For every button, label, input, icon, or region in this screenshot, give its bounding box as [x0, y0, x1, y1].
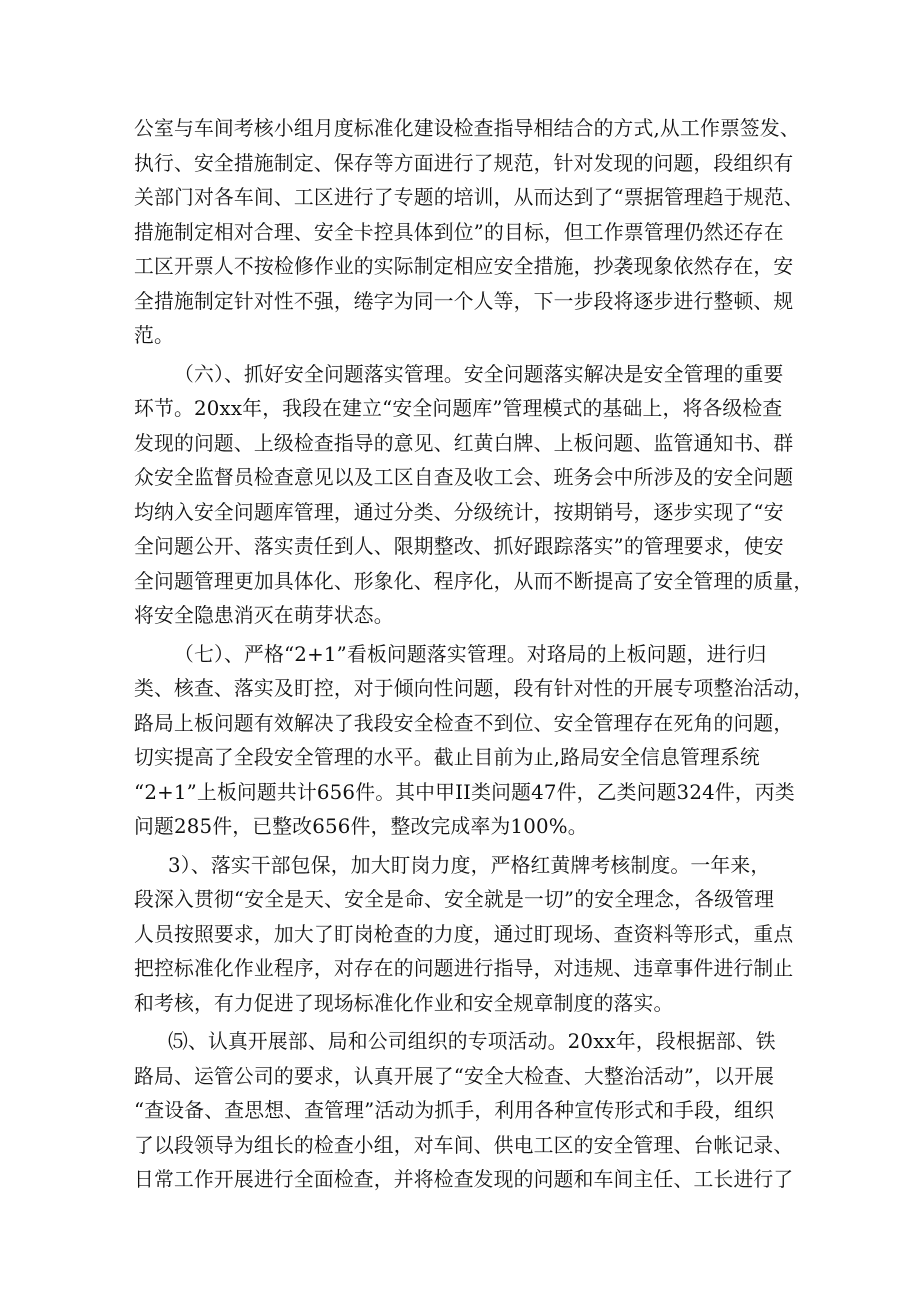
- text-line: “2+1”上板问题共计656件。其中甲II类问题47件，乙类问题324件，丙类: [134, 780, 795, 804]
- text-line: 执行、安全措施制定、保存等方面进行了规范，针对发现的问题，段组织有: [134, 151, 794, 175]
- text-line: 把控标准化作业程序，对存在的问题进行指导，对违规、违章事件进行制止: [134, 957, 794, 980]
- paragraph-board-issues: [134, 638, 814, 845]
- document-body: [134, 112, 814, 1202]
- text-line: 了以段领导为组长的检查小组，对车间、供电工区的安全管理、台帐记录、: [134, 1133, 794, 1157]
- paragraph-safety-issues: [134, 358, 814, 634]
- text-line: 关部门对各车间、工区进行了专题的培训，从而达到了“票据管理趋于规范、: [134, 186, 804, 209]
- text-line: 公室与车间考核小组月度标准化建设检查指导相结合的方式,从工作票签发、: [134, 117, 800, 140]
- text-line: 范。: [134, 324, 174, 347]
- paragraph-cadre-guarantee: [134, 849, 798, 1022]
- text-line: 日常工作开展进行全面检查，并将检查发现的问题和车间主任、工长进行了: [134, 1168, 794, 1191]
- text-line: 问题285件，已整改656件，整改完成率为100%。: [134, 815, 588, 838]
- text-line: 类、核查、落实及盯控，对于倾向性问题，段有针对性的开展专项整治活动，: [134, 677, 814, 700]
- text-line: 发现的问题、上级检查指导的意见、红黄白牌、上板问题、监管通知书、群: [134, 431, 794, 455]
- paragraph-special-activities: [134, 1025, 798, 1198]
- text-line: 工区开票人不按检修作业的实际制定相应安全措施，抄袭现象依然存在，安: [134, 255, 794, 278]
- text-line: （六）、抓好安全问题落实管理。安全问题落实解决是安全管理的重要: [174, 362, 784, 386]
- text-line: （七）、严格“2+1”看板问题落实管理。对珞局的上板问题，进行归: [174, 642, 767, 666]
- text-line: 路局上板问题有效解决了我段安全检查不到位、安全管理存在死角的问题，: [134, 711, 794, 735]
- text-line: 全问题公开、落实责任到人、限期整改、抓好跟踪落实”的管理要求，使安: [134, 535, 784, 558]
- text-line: 3）、落实干部包保，加大盯岗力度，严格红黄牌考核制度。一年来，: [168, 853, 771, 877]
- text-line: 措施制定相对合理、安全卡控具体到位”的目标，但工作票管理仍然还存在: [134, 220, 784, 244]
- text-line: 众安全监督员检查意见以及工区自查及收工会、班务会中所涉及的安全问题: [134, 466, 794, 489]
- text-line: 和考核，有力促进了现场标准化作业和安全规章制度的落实。: [134, 991, 674, 1015]
- text-line: 环节。20xx年，我段在建立“安全问题库”管理模式的基础上，将各级检查: [134, 397, 783, 420]
- text-line: 切实提高了全段安全管理的水平。截止目前为止,路局安全信息管理系统: [134, 746, 760, 769]
- text-line: “查设备、查思想、查管理”活动为抓手，利用各种宣传形式和手段，组织: [134, 1099, 775, 1122]
- text-line: ⑸、认真开展部、局和公司组织的专项活动。20xx年，段根据部、铁: [168, 1030, 776, 1053]
- text-line: 均纳入安全问题库管理，通过分类、分级统计，按期销号，逐步实现了“安: [134, 500, 784, 524]
- paragraph-work-ticket: [134, 112, 804, 354]
- text-line: 全问题管理更加具体化、形象化、程序化，从而不断提高了安全管理的质量，: [134, 569, 814, 593]
- text-line: 段深入贯彻“安全是天、安全是命、安全就是一切”的安全理念，各级管理: [134, 888, 775, 911]
- text-line: 人员按照要求，加大了盯岗枪查的力度，通过盯现场、查资料等形式，重点: [134, 922, 794, 946]
- text-line: 将安全隐患消灭在萌芽状态。: [134, 604, 394, 627]
- text-line: 路局、运管公司的要求，认真开展了“安全大检查、大整治活动”，以开展: [134, 1064, 775, 1088]
- text-line: 全措施制定针对性不强，绻字为同一个人等，下一步段将逐步进行整顿、规: [134, 289, 794, 313]
